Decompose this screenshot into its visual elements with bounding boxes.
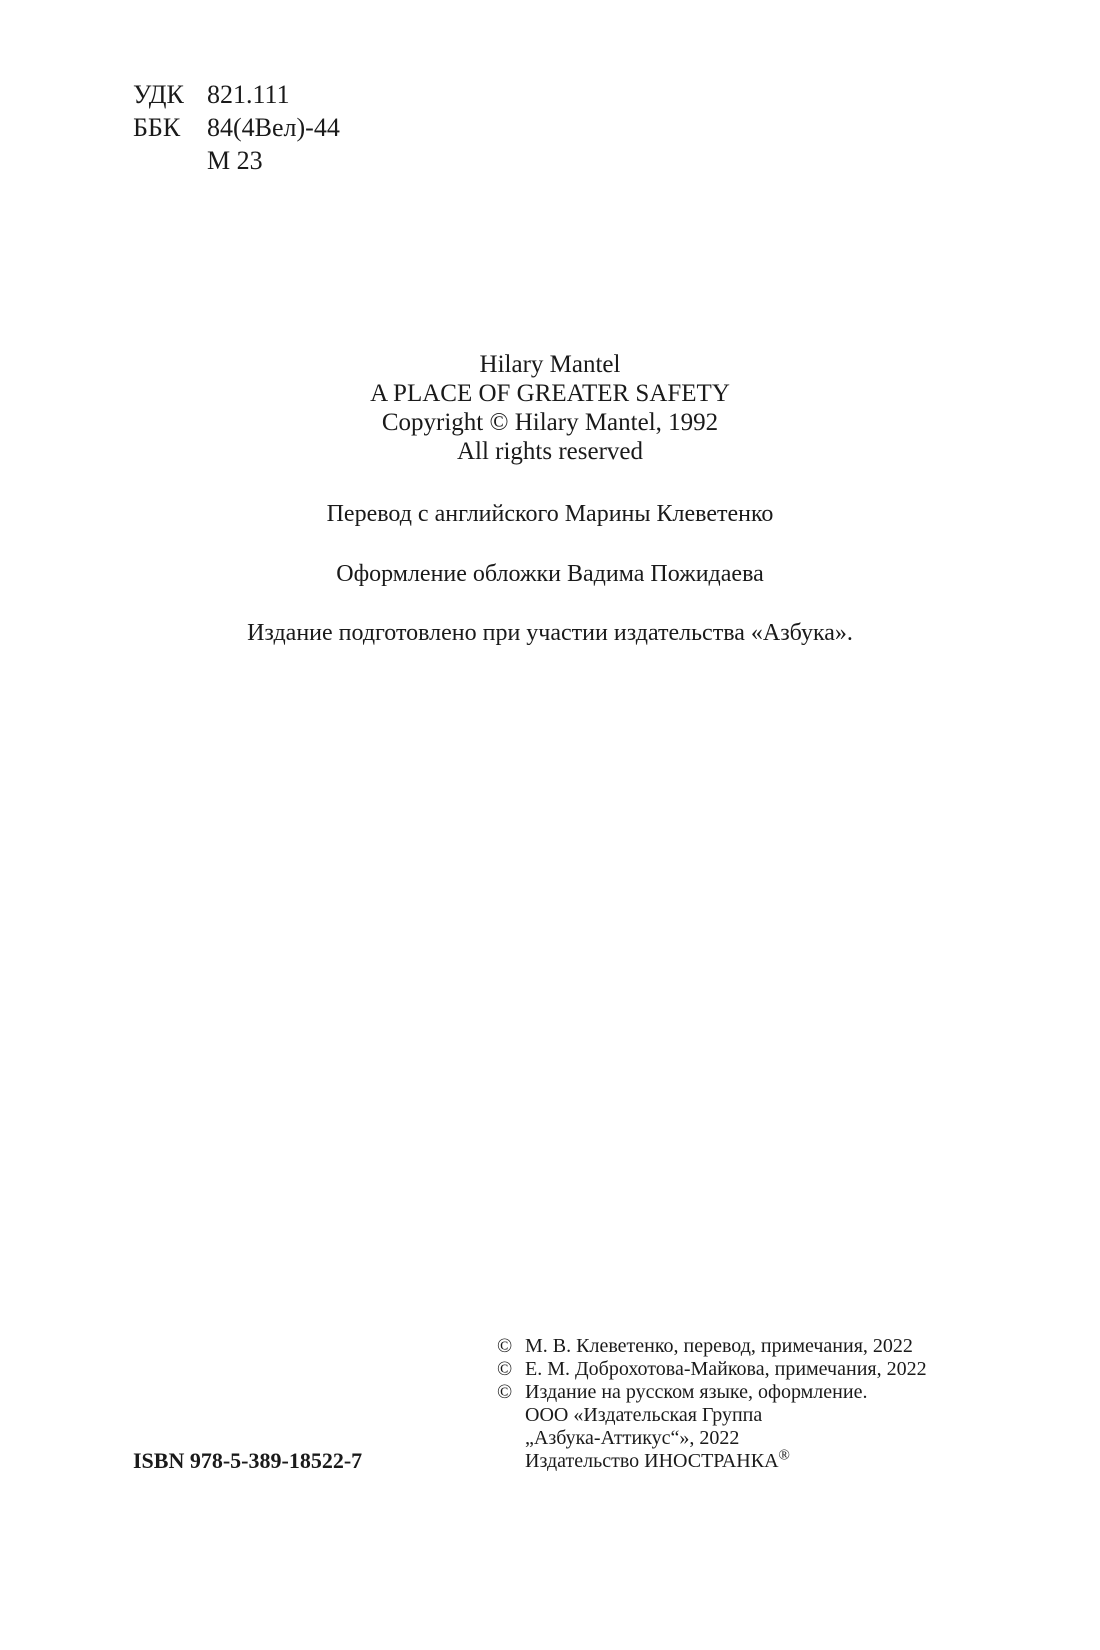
- copyright-mark: ©: [497, 1335, 513, 1357]
- registered-mark: ®: [778, 1447, 790, 1464]
- notice-text: Издание на русском языке, оформление.: [525, 1381, 868, 1403]
- original-author: Hilary Mantel: [479, 351, 621, 378]
- original-copyright: Copyright © Hilary Mantel, 1992: [381, 409, 719, 436]
- notice-text: М. В. Клеветенко, перевод, примечания, 2022: [525, 1335, 913, 1357]
- notice-translation: [497, 1335, 927, 1358]
- bbk-label: ББК: [133, 113, 181, 142]
- author-mark: М 23: [207, 146, 263, 175]
- classification-block: [133, 78, 340, 177]
- notice-publisher-name: „Азбука-Аттикус“», 2022: [525, 1427, 740, 1449]
- author-mark-row: [133, 144, 340, 177]
- translation-credit: Перевод с английского Марины Клеветенко: [326, 501, 774, 527]
- edition-note: Издание подготовлено при участии издательства «Азбука».: [247, 620, 853, 646]
- isbn: ISBN 978-5-389-18522-7: [133, 1448, 363, 1473]
- notice-imprint: [497, 1447, 927, 1473]
- original-edition-block: [0, 350, 1100, 466]
- copyright-notices: [497, 1335, 927, 1473]
- original-rights: All rights reserved: [456, 438, 644, 465]
- udk-value: 821.111: [207, 80, 290, 109]
- bbk-row: [133, 111, 340, 144]
- notice-notes: [497, 1358, 927, 1381]
- copyright-mark: ©: [497, 1381, 513, 1403]
- cover-design-credit: Оформление обложки Вадима Пожидаева: [336, 561, 764, 587]
- notice-text: Е. М. Доброхотова-Майкова, примечания, 2022: [525, 1358, 927, 1380]
- udk-label: УДК: [133, 80, 184, 109]
- notice-publisher-group: ООО «Издательская Группа: [525, 1404, 763, 1426]
- imprint-name: Издательство ИНОСТРАНКА: [525, 1450, 779, 1472]
- bbk-value: 84(4Вел)-44: [207, 113, 340, 142]
- notice-edition: [497, 1381, 927, 1404]
- original-title: A PLACE OF GREATER SAFETY: [370, 380, 730, 407]
- copyright-mark: ©: [497, 1358, 513, 1380]
- udk-row: [133, 78, 340, 111]
